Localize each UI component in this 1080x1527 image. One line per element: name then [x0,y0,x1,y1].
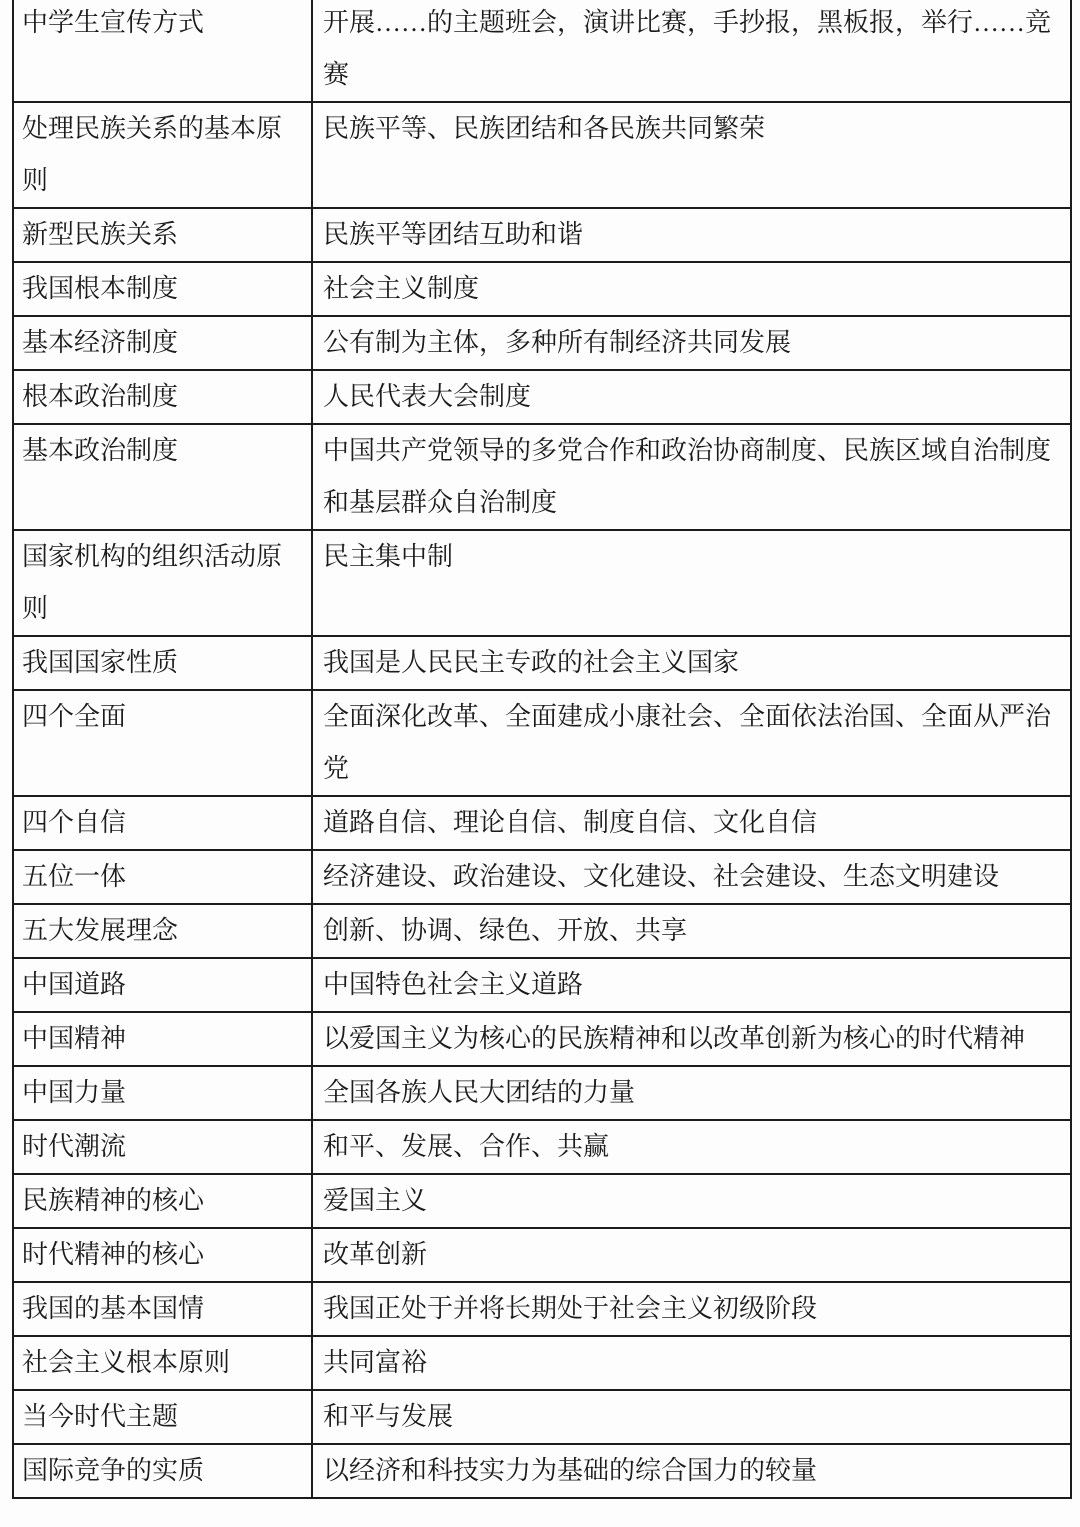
term-cell: 时代精神的核心 [13,1228,312,1282]
term-cell: 社会主义根本原则 [13,1336,312,1390]
table-row [13,262,1071,316]
definition-cell: 民族平等、民族团结和各民族共同繁荣 [312,102,1071,208]
table-row [13,1228,1071,1282]
term-cell: 基本经济制度 [13,316,312,370]
term-cell: 国家机构的组织活动原则 [13,530,312,636]
term-cell: 中国道路 [13,958,312,1012]
definition-cell: 以爱国主义为核心的民族精神和以改革创新为核心的时代精神 [312,1012,1071,1066]
definition-cell: 共同富裕 [312,1336,1071,1390]
definition-cell: 全面深化改革、全面建成小康社会、全面依法治国、全面从严治党 [312,690,1071,796]
definition-cell: 人民代表大会制度 [312,370,1071,424]
table-row [13,1012,1071,1066]
study-notes-table [12,0,1072,1499]
table-row [13,102,1071,208]
definition-cell: 创新、协调、绿色、开放、共享 [312,904,1071,958]
term-cell: 处理民族关系的基本原则 [13,102,312,208]
table-row [13,208,1071,262]
table-row [13,850,1071,904]
term-cell: 新型民族关系 [13,208,312,262]
term-cell: 时代潮流 [13,1120,312,1174]
term-cell: 基本政治制度 [13,424,312,530]
definition-cell: 和平、发展、合作、共赢 [312,1120,1071,1174]
table-row [13,1282,1071,1336]
table-row [13,796,1071,850]
term-cell: 民族精神的核心 [13,1174,312,1228]
table-row [13,636,1071,690]
table-row [13,1336,1071,1390]
definition-cell: 全国各族人民大团结的力量 [312,1066,1071,1120]
term-cell: 我国国家性质 [13,636,312,690]
definition-cell: 改革创新 [312,1228,1071,1282]
definition-cell: 社会主义制度 [312,262,1071,316]
table-row [13,370,1071,424]
definition-cell: 中国特色社会主义道路 [312,958,1071,1012]
table-row [13,1390,1071,1444]
definition-cell: 民主集中制 [312,530,1071,636]
term-cell: 根本政治制度 [13,370,312,424]
table-row [13,1444,1071,1498]
term-cell: 四个自信 [13,796,312,850]
table-row [13,424,1071,530]
term-cell: 中学生宣传方式 [13,0,312,102]
table-row [13,0,1071,102]
definition-cell: 爱国主义 [312,1174,1071,1228]
term-cell: 我国的基本国情 [13,1282,312,1336]
term-cell: 中国精神 [13,1012,312,1066]
definition-cell: 我国正处于并将长期处于社会主义初级阶段 [312,1282,1071,1336]
term-cell: 国际竞争的实质 [13,1444,312,1498]
table-row [13,1120,1071,1174]
table-row [13,904,1071,958]
term-cell: 五位一体 [13,850,312,904]
table-row [13,1174,1071,1228]
definition-cell: 公有制为主体，多种所有制经济共同发展 [312,316,1071,370]
definition-cell: 道路自信、理论自信、制度自信、文化自信 [312,796,1071,850]
table-row [13,1066,1071,1120]
table-row [13,690,1071,796]
definition-cell: 民族平等团结互助和谐 [312,208,1071,262]
study-notes-page [12,0,1080,1499]
table-row [13,530,1071,636]
definition-cell: 经济建设、政治建设、文化建设、社会建设、生态文明建设 [312,850,1071,904]
table-row [13,316,1071,370]
definition-cell: 以经济和科技实力为基础的综合国力的较量 [312,1444,1071,1498]
definition-cell: 和平与发展 [312,1390,1071,1444]
definition-cell: 我国是人民民主专政的社会主义国家 [312,636,1071,690]
definition-cell: 中国共产党领导的多党合作和政治协商制度、民族区域自治制度和基层群众自治制度 [312,424,1071,530]
term-cell: 四个全面 [13,690,312,796]
definition-cell: 开展……的主题班会，演讲比赛，手抄报，黑板报，举行……竞赛 [312,0,1071,102]
term-cell: 五大发展理念 [13,904,312,958]
term-cell: 中国力量 [13,1066,312,1120]
term-cell: 我国根本制度 [13,262,312,316]
term-cell: 当今时代主题 [13,1390,312,1444]
table-row [13,958,1071,1012]
